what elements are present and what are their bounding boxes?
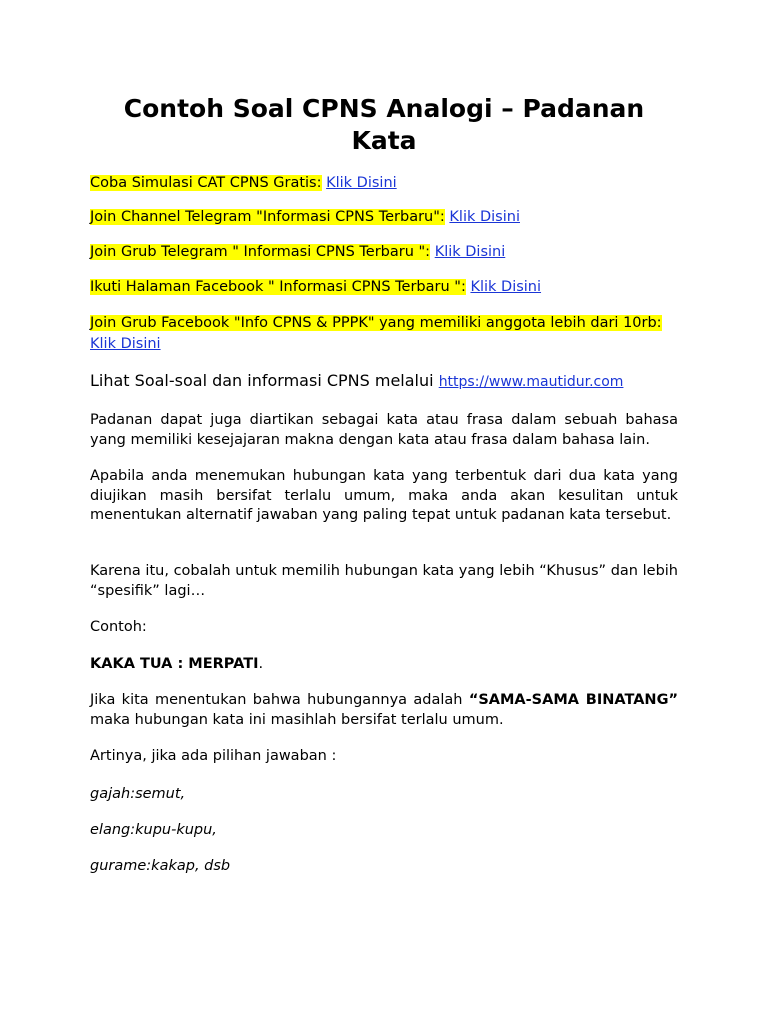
promo-text: Join Grub Facebook "Info CPNS & PPPK" yang memiliki anggota lebih dari 10rb: xyxy=(90,315,662,331)
paragraph-explanation: Apabila anda menemukan hubungan kata yang terbentuk dari dua kata yang diujikan masih bersifat terlalu umum, maka anda akan kesulitan untuk menentukan alternatif jawaban yang paling tepat untuk padanan kata tersebut. xyxy=(90,468,678,523)
example-period: . xyxy=(258,656,264,672)
promo-text: Join Channel Telegram "Informasi CPNS Terbaru": xyxy=(90,209,445,225)
choice-item: elang:kupu-kupu, xyxy=(90,822,217,838)
promo-telegram-group xyxy=(90,242,678,263)
paragraph-advice: Karena itu, cobalah untuk memilih hubungan kata yang lebih “Khusus” dan lebih “spesifik” lagi… xyxy=(90,563,678,599)
promo-facebook-page xyxy=(90,277,678,298)
website-link[interactable]: https://www.mautidur.com xyxy=(438,374,624,390)
relation-text-start: Jika kita menentukan bahwa hubungannya adalah xyxy=(90,692,463,708)
promo-text: Coba Simulasi CAT CPNS Gratis: xyxy=(90,175,322,191)
example-pair: KAKA TUA : MERPATI xyxy=(90,656,259,672)
choice-item: gurame:kakap, dsb xyxy=(90,858,231,874)
paragraph-relation xyxy=(90,691,678,730)
subheading-text: Lihat Soal-soal dan informasi CPNS melalui xyxy=(90,371,434,390)
promo-simulasi-cat xyxy=(90,173,678,194)
promo-link[interactable]: Klik Disini xyxy=(449,209,520,225)
promo-link[interactable]: Klik Disini xyxy=(326,175,397,191)
choice-item: gajah:semut, xyxy=(90,786,186,802)
info-subheading xyxy=(90,369,710,394)
relation-bold: “SAMA-SAMA BINATANG” xyxy=(468,692,679,708)
paragraph-example xyxy=(90,655,678,675)
paragraph-definition: Padanan dapat juga diartikan sebagai kata atau frasa dalam sebuah bahasa yang memiliki kesejajaran makna dengan kata atau frasa dalam bahasa lain. xyxy=(90,412,678,448)
promo-facebook-group xyxy=(90,313,678,355)
promo-link[interactable]: Klik Disini xyxy=(434,244,506,260)
promo-link[interactable]: Klik Disini xyxy=(470,279,542,295)
promo-telegram-channel xyxy=(90,207,678,228)
promo-text: Join Grub Telegram " Informasi CPNS Terbaru ": xyxy=(90,244,431,260)
paragraph-choices-intro: Artinya, jika ada pilihan jawaban : xyxy=(90,748,337,764)
paragraph-contoh: Contoh: xyxy=(90,619,147,635)
page-title: Contoh Soal CPNS Analogi – Padanan Kata xyxy=(123,94,645,155)
promo-text: Ikuti Halaman Facebook " Informasi CPNS Terbaru ": xyxy=(90,279,466,295)
promo-link[interactable]: Klik Disini xyxy=(90,336,161,352)
relation-text-end: maka hubungan kata ini masihlah bersifat terlalu umum. xyxy=(90,711,504,728)
